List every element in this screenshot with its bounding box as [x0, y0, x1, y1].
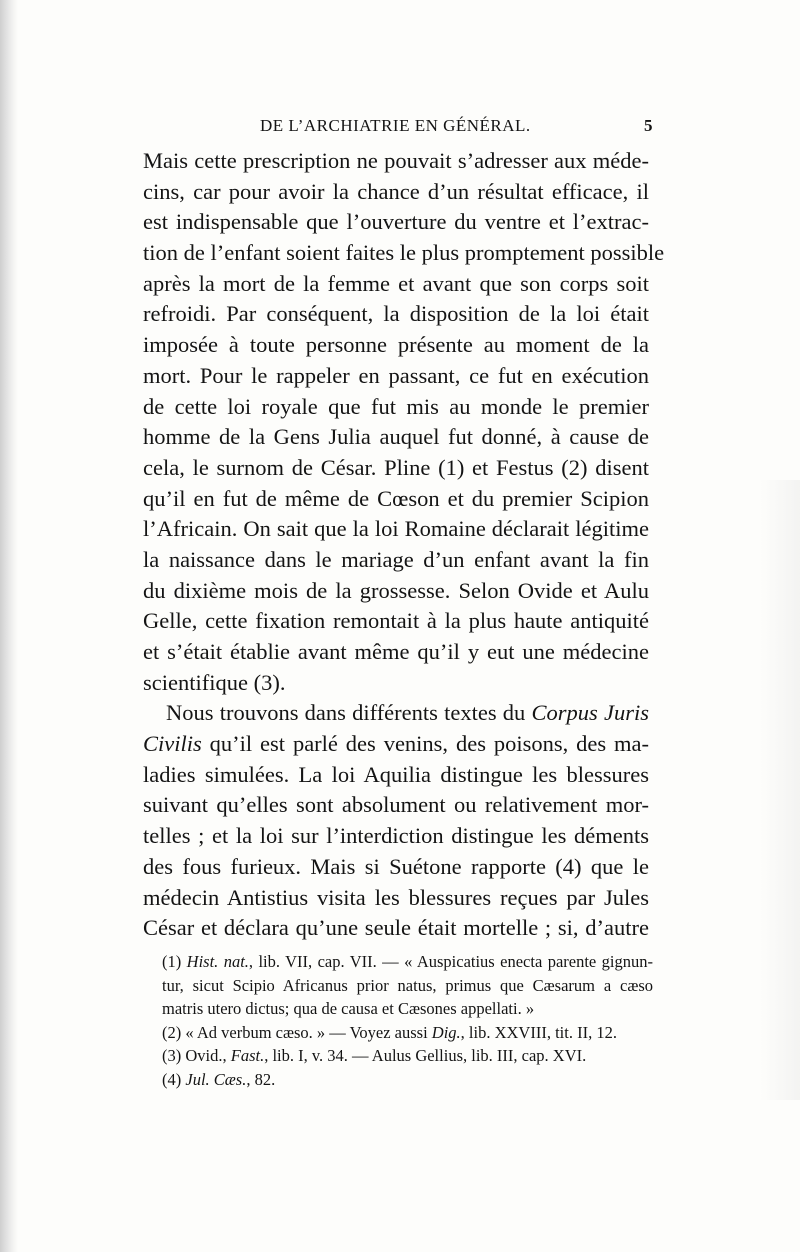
- text-line: est indispensable que l’ouverture du ventre et l’extrac-: [143, 209, 649, 235]
- footnote-1: [162, 950, 653, 1021]
- text-line: après la mort de la femme et avant que son corps soit: [143, 270, 649, 296]
- text-line: l’Africain. On sait que la loi Romaine déclarait légitime: [143, 516, 649, 542]
- text-line: et s’était établie avant même qu’il y eut une médecine: [143, 639, 649, 664]
- italic-title: Corpus Juris: [531, 700, 649, 726]
- page-bleed-through: [760, 480, 800, 1100]
- italic-reference: Fast.: [230, 1046, 265, 1066]
- running-title: DE L’ARCHIATRIE EN GÉNÉRAL.: [260, 116, 531, 135]
- paragraph-1: [143, 146, 665, 698]
- text-line: la naissance dans le mariage d’un enfant avant la fin: [143, 546, 649, 572]
- text-span: (4): [162, 1069, 186, 1089]
- italic-title: Civilis: [143, 731, 202, 757]
- text-line: tion de l’enfant soient faites le plus promptement possible: [143, 240, 665, 266]
- text-line: telles ; et la loi sur l’interdiction distingue les déments: [143, 823, 649, 849]
- book-spine-shadow: [0, 0, 18, 1252]
- text-line: scientifique (3).: [143, 669, 286, 695]
- footnotes: [162, 950, 653, 1092]
- text-line: suivant qu’elles sont absolument ou relativement mor-: [143, 792, 649, 818]
- footnote-line: tur, sicut Scipio Africanus prior natus, primus que Cæsarum a cæso: [162, 975, 653, 995]
- page-number: 5: [644, 116, 653, 135]
- text-line: Gelle, cette fixation remontait à la plus haute antiquité: [143, 608, 649, 634]
- text-line: de cette loi royale que fut mis au monde le premier: [143, 393, 649, 419]
- text-span: Nous trouvons dans différents textes du: [166, 700, 532, 726]
- text-span: (2) « Ad verbum cæso. » — Voyez aussi: [162, 1022, 432, 1042]
- text-span: qu’il est parlé des venins, des poisons, des ma-: [201, 731, 649, 757]
- text-span: , lib. I, v. 34. — Aulus Gellius, lib. III, cap. XVI.: [264, 1046, 587, 1066]
- text-line: imposée à toute personne présente au moment de la: [143, 332, 649, 358]
- text-line: médecin Antistius visita les blessures reçues par Jules: [143, 884, 649, 910]
- text-line: du dixième mois de la grossesse. Selon Ovide et Aulu: [143, 577, 649, 603]
- text-span: (3) Ovid.,: [162, 1046, 231, 1066]
- footnote-line: [162, 1044, 653, 1068]
- footnote-4: [162, 1068, 653, 1092]
- running-header: [260, 116, 660, 140]
- text-line: [143, 729, 649, 760]
- text-line: homme de la Gens Julia auquel fut donné, à cause de: [143, 424, 649, 450]
- text-line: cela, le surnom de César. Pline (1) et Festus (2) disent: [143, 454, 649, 480]
- italic-reference: Jul. Cæs.: [185, 1069, 247, 1089]
- text-line: mort. Pour le rappeler en passant, ce fut en exécution: [143, 362, 649, 388]
- text-span: , lib. XXVIII, tit. II, 12.: [460, 1022, 617, 1042]
- text-span: , 82.: [246, 1069, 276, 1089]
- footnote-line: [162, 1021, 653, 1045]
- text-span: , lib. VII, cap. VII. — « Auspicatius enecta parente gignun-: [248, 952, 653, 971]
- footnote-line: [162, 1068, 653, 1092]
- footnote-2: [162, 1021, 653, 1045]
- italic-reference: Dig.: [431, 1022, 461, 1042]
- text-line: cins, car pour avoir la chance d’un résultat efficace, il: [143, 178, 649, 204]
- footnote-line: matris utero dictus; qua de causa et Cæsones appellati. »: [162, 999, 535, 1019]
- footnote-line: [162, 950, 653, 974]
- footnote-3: [162, 1044, 653, 1068]
- text-line: [143, 698, 649, 729]
- italic-reference: Hist. nat.: [186, 952, 249, 971]
- text-line: César et déclara qu’une seule était mortelle ; si, d’autre: [143, 915, 649, 941]
- text-line: ladies simulées. La loi Aquilia distingue les blessures: [143, 761, 649, 787]
- paragraph-2: [143, 698, 649, 944]
- text-line: refroidi. Par conséquent, la disposition de la loi était: [143, 301, 649, 327]
- text-line: des fous furieux. Mais si Suétone rapporte (4) que le: [143, 853, 649, 879]
- footnote-marker: (1): [162, 952, 187, 971]
- text-line: Mais cette prescription ne pouvait s’adresser aux méde-: [143, 148, 649, 173]
- body-text: [143, 146, 665, 944]
- text-line: qu’il en fut de même de Cœson et du premier Scipion: [143, 485, 649, 511]
